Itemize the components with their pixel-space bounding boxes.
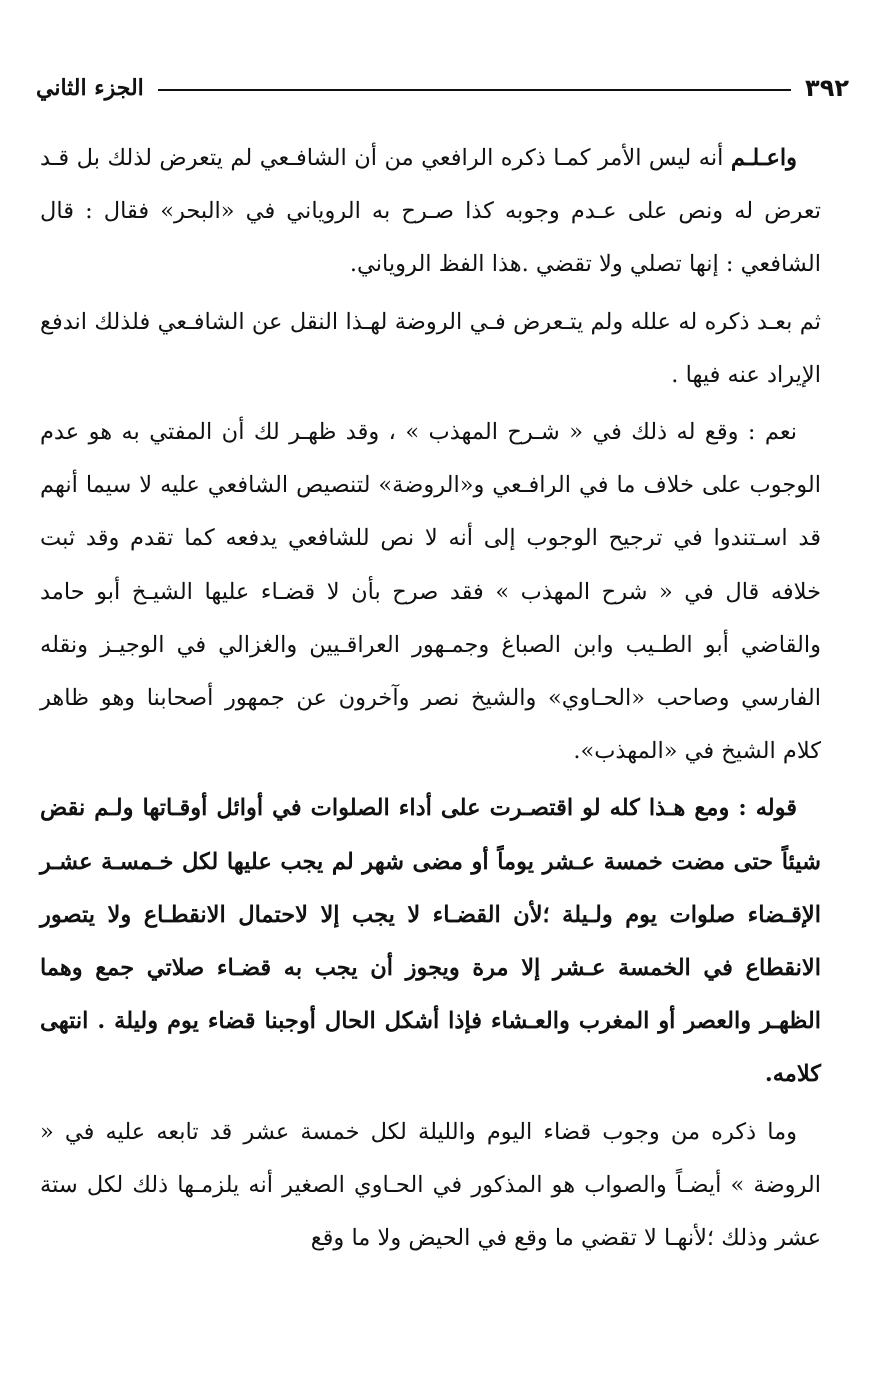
header-rule: [158, 89, 791, 91]
page-number: ٣٩٢: [805, 74, 849, 102]
paragraph-5: وما ذكره من وجوب قضاء اليوم والليلة لكل خمسة عشر قد تابعه عليه في « الروضة » أيضـاً والصواب هو المذكور في الحـاوي الصغير أنه يلزمـها ذلك لكل ستة عشر وذلك ؛لأنهـا لا تقضي ما وقع في الحيض ولا ما وقع: [40, 1118, 821, 1252]
paragraph-1: [40, 132, 821, 292]
page-body: [40, 132, 821, 1265]
paragraph-lead-word: واعـلـم: [730, 145, 797, 171]
paragraph-3: نعم : وقع له ذلك في « شـرح المهذب » ، وقد ظهـر لك أن المفتي به هو عدم الوجوب على خلاف ما في الرافـعي و«الروضة» لتنصيص الشافعي عليه لا سيما أنهم قد اسـتندوا في ترجيح الوجوب إلى أنه لا نص للشافعي يدفعه كما تقدم وقد ثبت خلافه قال في « شرح المهذب » فقد صرح بأن لا قضـاء عليها الشيـخ أبو حامد والقاضي أبو الطـيب وابن الصباغ وجمـهور العراقـيين والغزالي في الوجيـز ونقله الفارسي وصاحب «الحـاوي» والشيخ نصر وآخرون عن جمهور أصحابنا وهو ظاهر كلام الشيخ في «المهذب».: [40, 419, 821, 765]
paragraph-2: ثم بعـد ذكره له علله ولم يتـعرض فـي الروضة لهـذا النقل عن الشافـعي فلذلك اندفع الإيراد عنه فيها .: [40, 308, 821, 388]
paragraph-text: أنه ليس الأمر كمـا ذكره الرافعي من أن الشافـعي لم يتعرض لذلك بل قـد تعرض له ونص على عـدم وجوبه كذا صـرح به الروياني في «البحر» فقال : قال الشافعي : إنها تصلي ولا تقضي .هذا الفظ الروياني.: [40, 145, 821, 278]
part-title: الجزء الثاني: [36, 75, 144, 101]
paragraph-4-quote: قوله : ومع هـذا كله لو اقتصـرت على أداء الصلوات في أوائل أوقـاتها ولـم نقض شيئاً حتى مضت خمسة عـشر يوماً أو مضى شهر لم يجب عليها لكل خـمسـة عشـر الإقـضاء صلوات يوم ولـيلة ؛لأن القضـاء لا يجب إلا لاحتمال الانقطـاع ولا يتصور الانقطاع في الخمسة عـشر إلا مرة ويجوز أن يجب به قضـاء صلاتي جمع وهما الظهـر والعصر أو المغرب والعـشاء فإذا أشكل الحال أوجبنا قضاء يوم وليلة . انتهى كلامه.: [40, 795, 821, 1088]
page-header: [36, 66, 849, 110]
